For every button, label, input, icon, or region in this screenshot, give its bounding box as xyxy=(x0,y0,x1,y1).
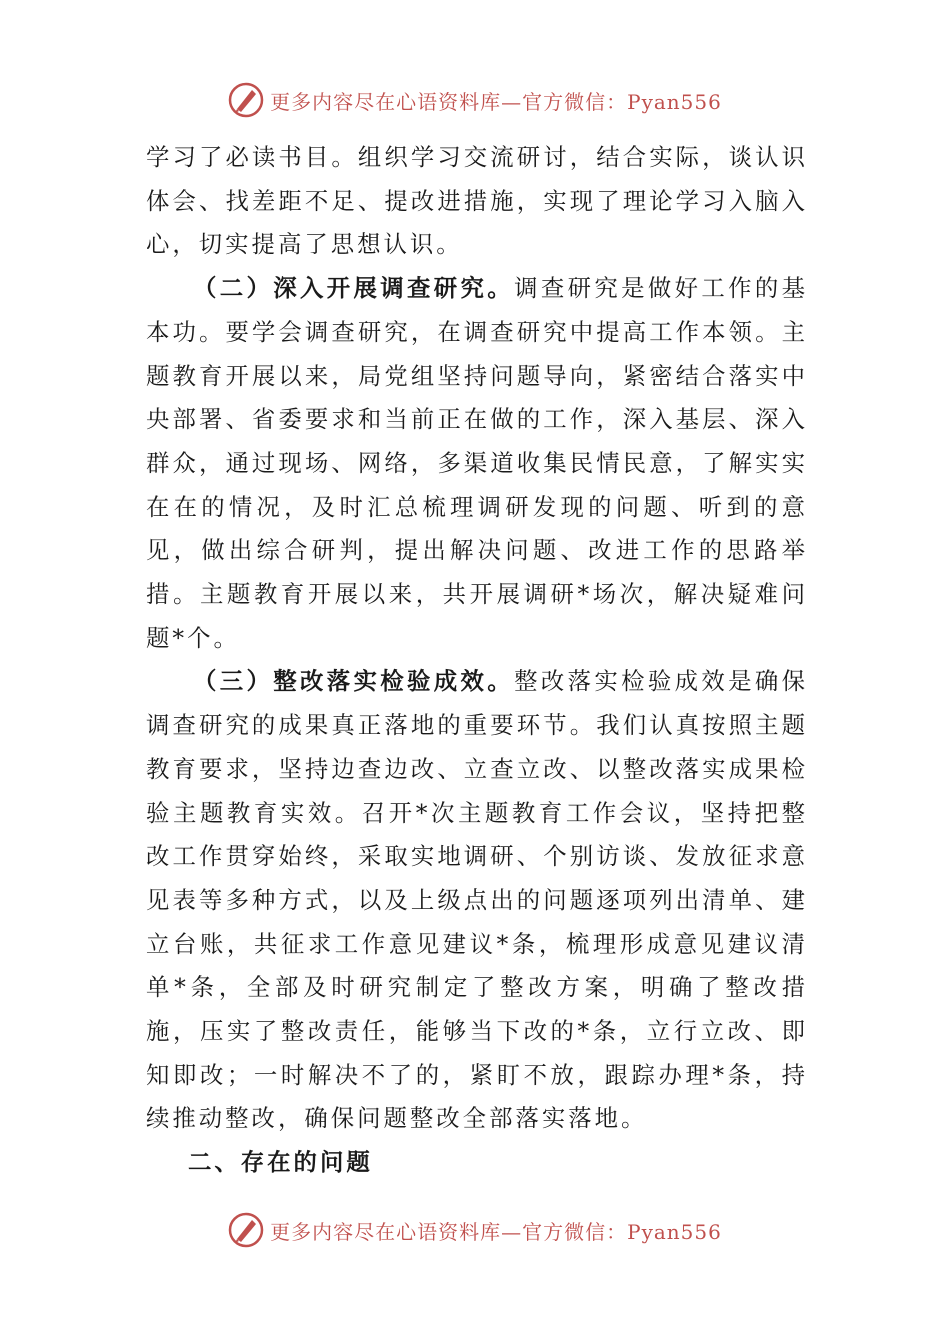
footer-watermark xyxy=(0,1208,950,1252)
paragraph-text-rectification: 整改落实检验成效是确保调查研究的成果真正落地的重要环节。我们认真按照主题教育要求，坚持边查边改、立查立改、以整改落实成果检验主题教育实效。召开*次主题教育工作会议，坚持把整改工作贯穿始终，采取实地调研、个别访谈、发放征求意见表等多种方式，以及上级点出的问题逐项列出清单、建立台账，共征求工作意见建议*条，梳理形成意见建议清单*条，全部及时研究制定了整改方案，明确了整改措施，压实了整改责任，能够当下改的*条，立行立改、即知即改；一时解决不了的，紧盯不放，跟踪办理*条，持续推动整改，确保问题整改全部落实落地。 xyxy=(146,667,809,1133)
pen-logo-icon xyxy=(228,1212,264,1248)
paragraph-text-investigation: 调查研究是做好工作的基本功。要学会调查研究，在调查研究中提高工作本领。主题教育开展以来，局党组坚持问题导向，紧密结合落实中央部署、省委要求和当前正在做的工作，深入基层、深入群众，通过现场、网络，多渠道收集民情民意，了解实实在在的情况，及时汇总梳理调研发现的问题、听到的意见，做出综合研判，提出解决问题、改进工作的思路举措。主题教育开展以来，共开展调研*场次，解决疑难问题*个。 xyxy=(146,274,809,652)
watermark-text: 更多内容尽在心语资料库—官方微信：Pyan556 xyxy=(270,89,722,114)
section-lead-investigation: （二）深入开展调查研究。 xyxy=(193,274,515,303)
watermark-text: 更多内容尽在心语资料库—官方微信：Pyan556 xyxy=(270,1219,722,1244)
section-heading-problems: 二、存在的问题 xyxy=(188,1148,373,1177)
header-watermark xyxy=(0,78,950,122)
pen-logo-icon xyxy=(228,82,264,118)
paragraph-continued: 学习了必读书目。组织学习交流研讨，结合实际，谈认识体会、找差距不足、提改进措施，实现了理论学习入脑入心，切实提高了思想认识。 xyxy=(146,143,808,259)
paragraph-investigation xyxy=(146,267,808,660)
section-lead-rectification: （三）整改落实检验成效。 xyxy=(193,667,515,696)
document-body xyxy=(146,136,808,1185)
paragraph-rectification xyxy=(146,660,808,1141)
